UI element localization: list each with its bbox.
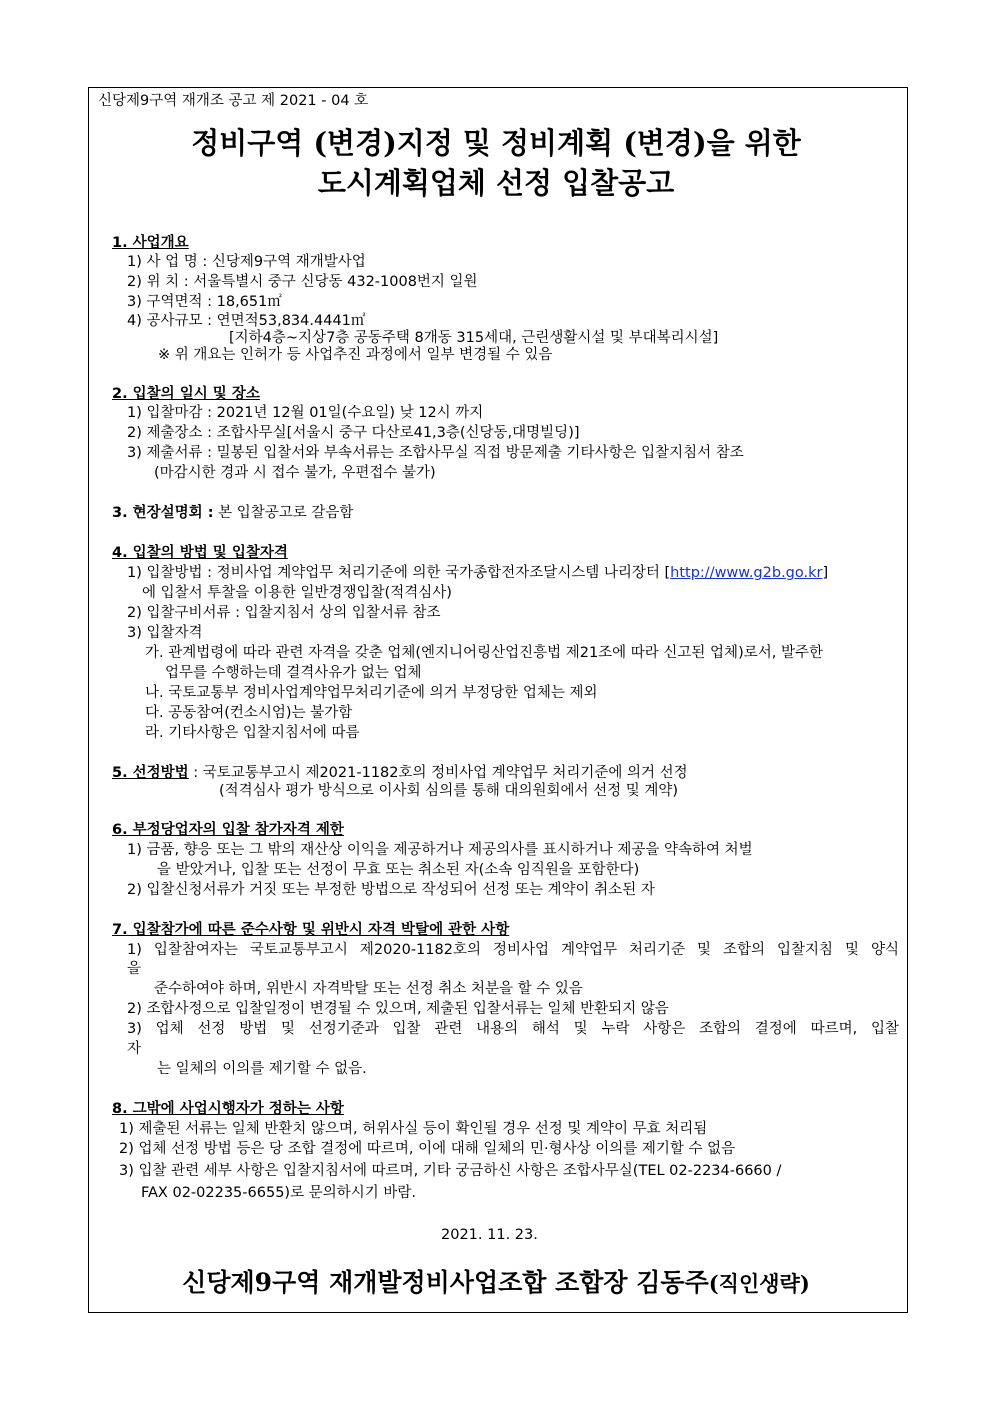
title-line-2: 도시계획업체 선정 입찰공고 — [317, 166, 675, 200]
s4-line-1-end: ] — [822, 565, 829, 581]
s8-line-2: 2) 업체 선정 방법 등은 당 조합 결정에 따르며, 이에 대해 일체의 민·형사상 이의를 제기할 수 없음 — [119, 1141, 736, 1157]
section-2-heading: 2. 입찰의 일시 및 장소 — [112, 386, 260, 402]
section-1-heading: 1. 사업개요 — [112, 235, 189, 251]
section-5 — [112, 763, 688, 783]
s1-line-3: 3) 구역면적 : 18,651㎡ — [127, 294, 282, 310]
s7-line-1-wrap: 을 — [127, 961, 142, 977]
section-8-heading: 8. 그밖에 사업시행자가 정하는 사항 — [112, 1101, 344, 1117]
s4-line-7: 나. 국토교통부 정비사업계약업무처리기준에 의거 부정당한 업체는 제외 — [145, 685, 598, 701]
s6-line-1: 1) 금품, 향응 또는 그 밖의 재산상 이익을 제공하거나 제공의사를 표시하거나 제공을 약속하여 처벌 — [127, 842, 753, 858]
s4-line-9: 라. 기타사항은 입찰지침서에 따름 — [145, 725, 360, 741]
s1-line-5: [지하4층~지상7층 공동주택 8개동 315세대, 근린생활시설 및 부대복리시설] — [229, 330, 719, 346]
s2-line-2: 2) 제출장소 : 조합사무실[서울시 중구 다산로41,3층(신당동,대명빌딩)] — [127, 425, 580, 441]
s7-line-2: 준수하여야 하며, 위반시 자격박탈 또는 선정 취소 처분을 할 수 있음 — [154, 981, 583, 997]
section-3 — [112, 503, 353, 523]
s2-line-1: 1) 입찰마감 : 2021년 12월 01일(수요일) 낮 12시 까지 — [127, 405, 484, 421]
section-5-heading: 5. 선정방법 — [112, 765, 189, 781]
s4-line-8: 다. 공동참여(컨소시엄)는 불가함 — [145, 705, 353, 721]
s7-line-1: 1) 입찰참여자는 국토교통부고시 제2020-1182호의 정비사업 계약업무 처리기준 및 조합의 입찰지침 및 양식 — [127, 942, 899, 958]
s8-line-1: 1) 제출된 서류는 일체 반환치 않으며, 허위사실 등이 확인될 경우 선정 및 계약이 무효 처리됨 — [119, 1121, 708, 1137]
signer-name: 신당제9구역 재개발정비사업조합 조합장 김동주 — [182, 1268, 709, 1297]
s7-line-4: 3) 업체 선정 방법 및 선정기준과 입찰 관련 내용의 해석 및 누락 사항은 조합의 결정에 따르며, 입찰 — [127, 1021, 899, 1037]
s4-line-1 — [127, 563, 828, 583]
section-4-heading: 4. 입찰의 방법 및 입찰자격 — [112, 545, 288, 561]
g2b-link[interactable]: http://www.g2b.go.kr — [670, 565, 823, 581]
s4-line-2: 에 입찰서 투찰을 이용한 일반경쟁입찰(적격심사) — [142, 585, 452, 601]
s6-line-2: 을 받았거나, 입찰 또는 선정이 무효 또는 취소된 자(소속 임직원을 포함한다) — [157, 862, 640, 878]
s4-line-6: 업무를 수행하는데 결격사유가 없는 업체 — [165, 665, 422, 681]
section-5-text: : 국토교통부고시 제2021-1182호의 정비사업 계약업무 처리기준에 의거 선정 — [193, 765, 688, 781]
section-3-text: 본 입찰공고로 갈음함 — [218, 505, 354, 521]
seal-omitted-note: (직인생략) — [708, 1271, 810, 1296]
s6-line-3: 2) 입찰신청서류가 거짓 또는 부정한 방법으로 작성되어 선정 또는 계약이 취소된 자 — [127, 882, 655, 898]
s2-line-4: (마감시한 경과 시 접수 불가, 우편접수 불가) — [154, 465, 436, 481]
s4-line-3: 2) 입찰구비서류 : 입찰지침서 상의 입찰서류 참조 — [127, 605, 441, 621]
s8-line-4: FAX 02-02235-6655)로 문의하시기 바람. — [141, 1185, 416, 1201]
s2-line-3: 3) 제출서류 : 밀봉된 입찰서와 부속서류는 조합사무실 직접 방문제출 기타사항은 입찰지침서 참조 — [127, 445, 744, 461]
section-6-heading: 6. 부정당업자의 입찰 참가자격 제한 — [112, 822, 344, 838]
s1-note: ※ 위 개요는 인허가 등 사업추진 과정에서 일부 변경될 수 있음 — [158, 347, 553, 363]
s1-line-1: 1) 사 업 명 : 신당제9구역 재개발사업 — [127, 254, 366, 270]
section-3-heading: 3. 현장설명회 : — [112, 505, 214, 521]
s7-line-5: 는 일체의 이의를 제기할 수 없음. — [157, 1061, 367, 1077]
s1-line-4: 4) 공사규모 : 연면적53,834.4441㎡ — [127, 313, 366, 329]
s4-line-1-text: 1) 입찰방법 : 정비사업 계약업무 처리기준에 의한 국가종합전자조달시스템 나리장터 [ — [127, 565, 671, 581]
s7-line-4-wrap: 자 — [127, 1041, 142, 1057]
section-7-heading: 7. 입찰참가에 따른 준수사항 및 위반시 자격 박탈에 관한 사항 — [112, 922, 510, 938]
s5-line-2: (적격심사 평가 방식으로 이사회 심의를 통해 대의원회에서 선정 및 계약) — [219, 783, 678, 799]
s1-line-2: 2) 위 치 : 서울특별시 중구 신당동 432-1008번지 일원 — [127, 274, 478, 290]
s4-line-4: 3) 입찰자격 — [127, 625, 203, 641]
s7-line-3: 2) 조합사정으로 입찰일정이 변경될 수 있으며, 제출된 입찰서류는 일체 반환되지 않음 — [127, 1001, 669, 1017]
notice-number: 신당제9구역 재개조 공고 제 2021 - 04 호 — [98, 93, 369, 109]
notice-date: 2021. 11. 23. — [441, 1227, 538, 1243]
title-line-1: 정비구역 (변경)지정 및 정비계획 (변경)을 위한 — [191, 126, 801, 160]
s4-line-5: 가. 관계법령에 따라 관련 자격을 갖춘 업체(엔지니어링산업진흥법 제21조에 따라 신고된 업체)로서, 발주한 — [145, 645, 823, 661]
signer — [0, 1266, 992, 1301]
s8-line-3: 3) 입찰 관련 세부 사항은 입찰지침서에 따르며, 기타 궁금하신 사항은 조합사무실(TEL 02-2234-6660 / — [119, 1163, 782, 1179]
